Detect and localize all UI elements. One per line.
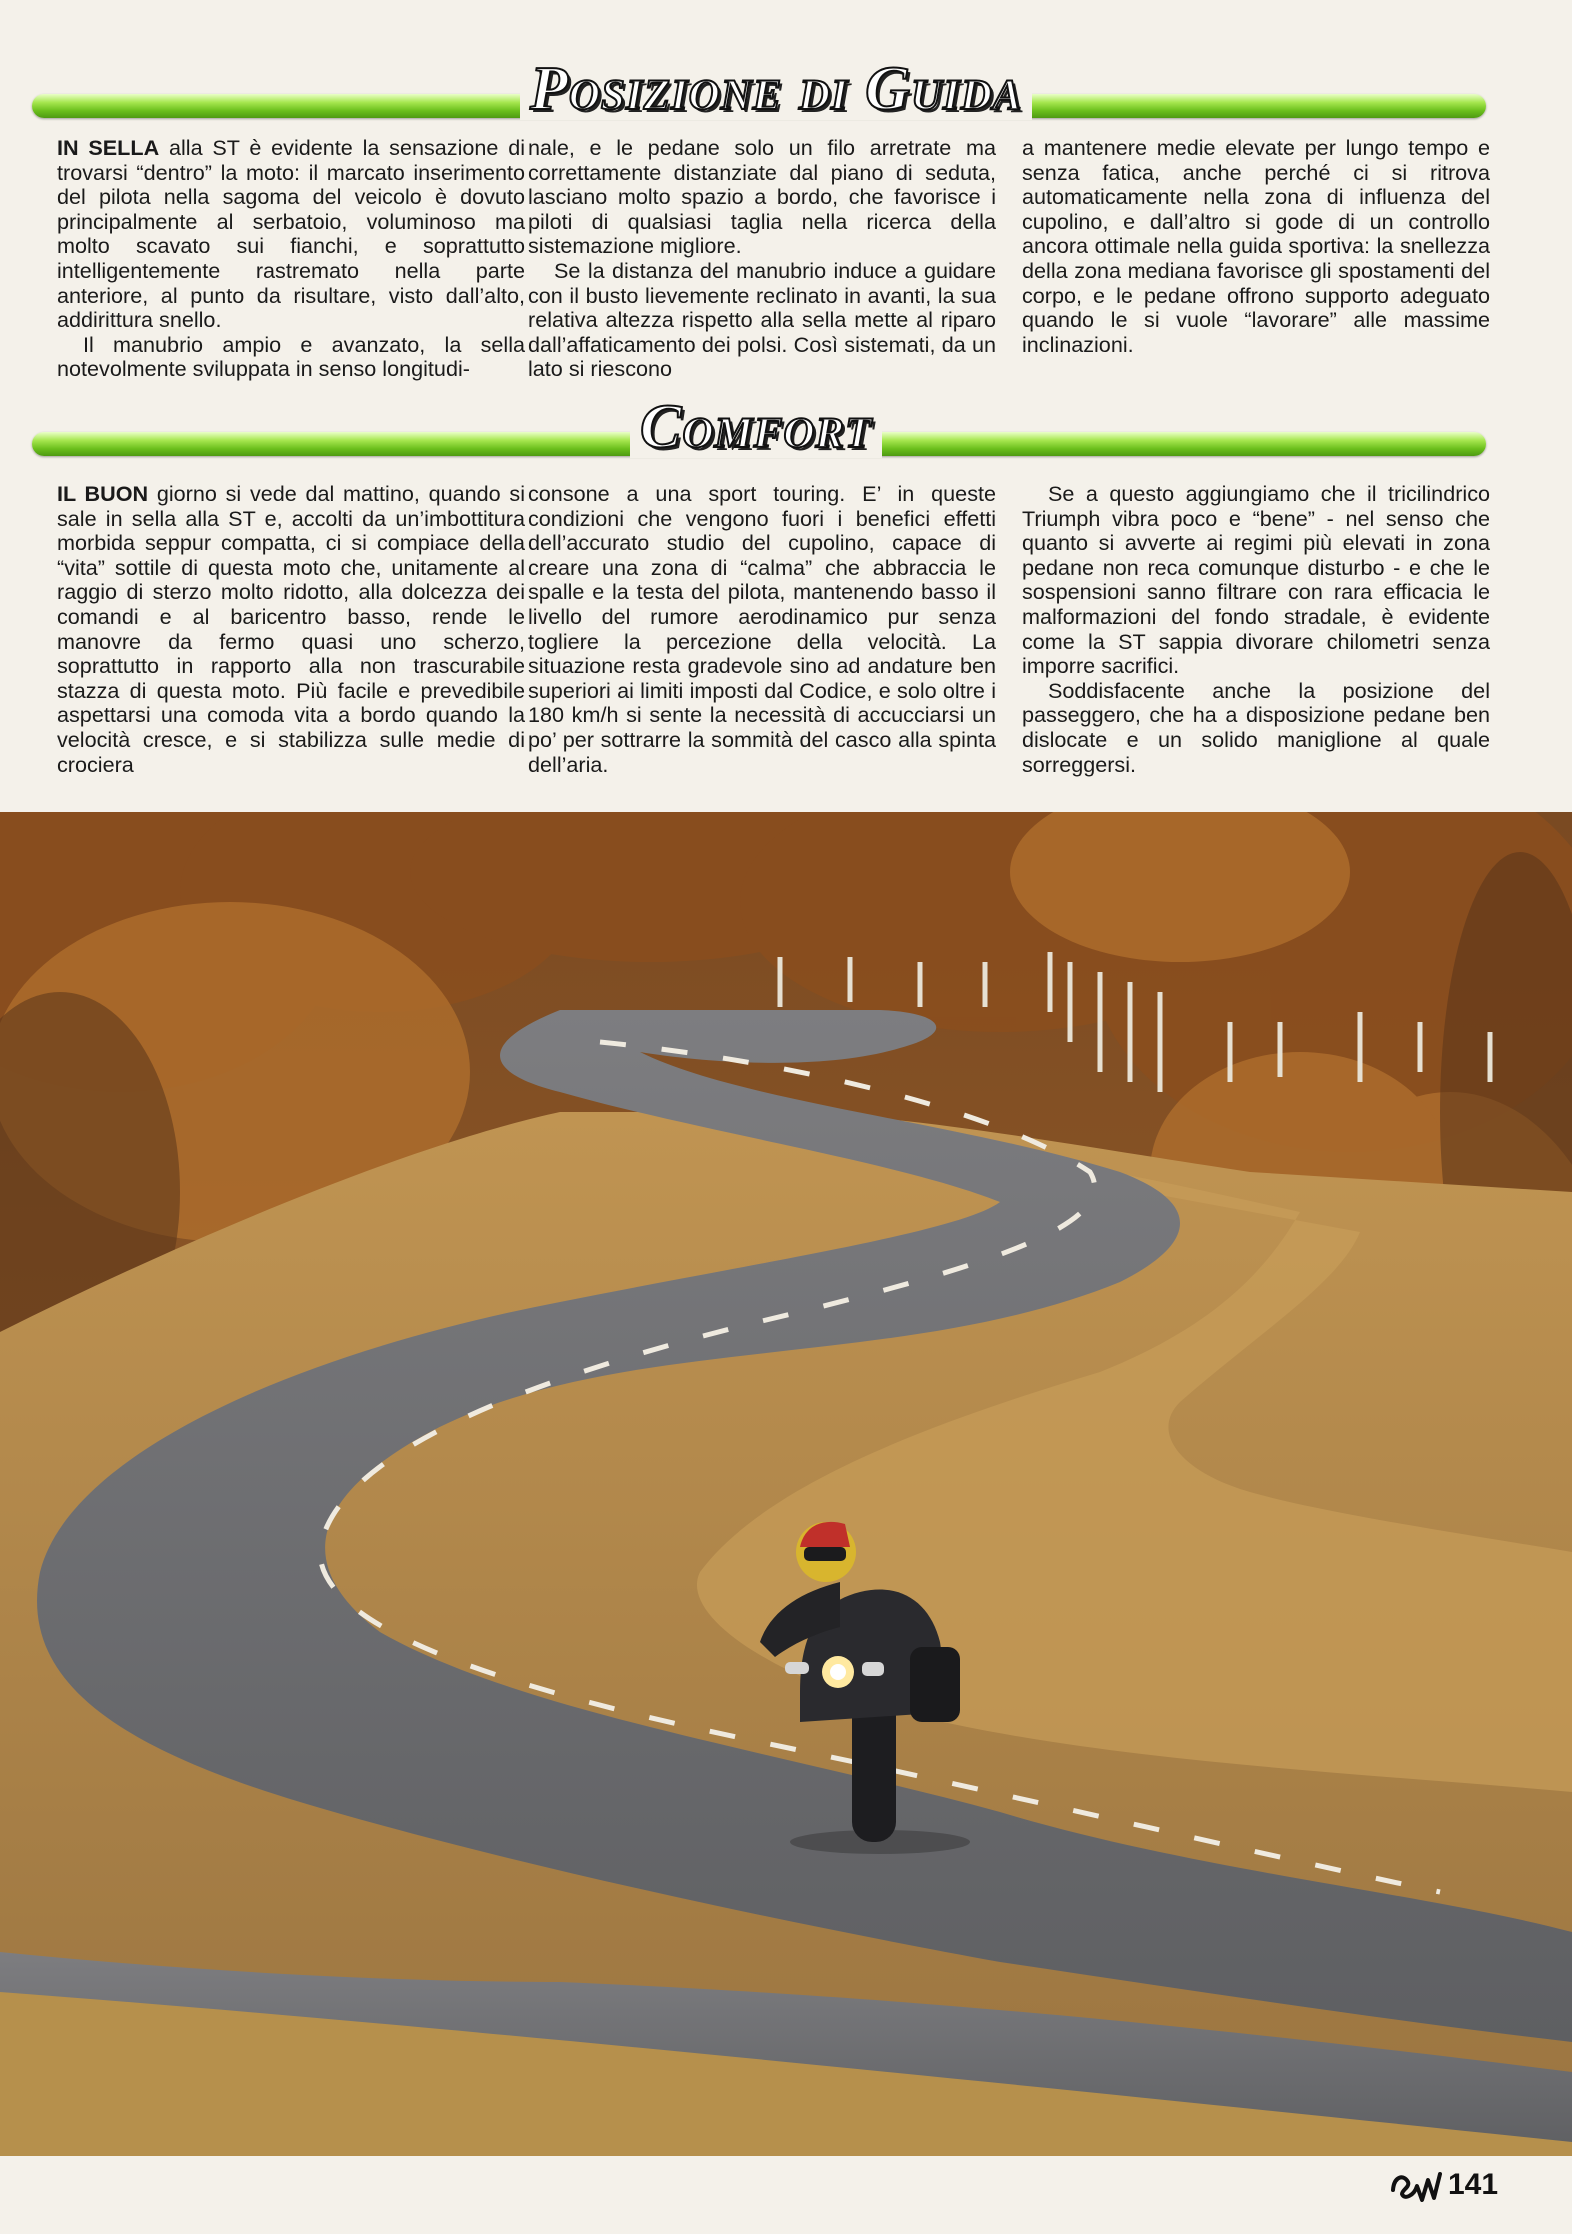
column-1 <box>57 482 525 777</box>
paragraph: a mantenere medie elevate per lungo tempo e senza fatica, anche perché ci si ritrova automaticamente nella zona di influenza del cupolino, e dall’altro si gode di un controllo ancora ottimale nella guida sportiva: la snellezza della zona mediana favorisce gli spostamenti del corpo, e le pedane offrono supporto adeguato quando le si vuole “lavorare” alle massime inclinazioni. <box>1022 135 1490 357</box>
paragraph: Se la distanza del manubrio induce a guidare con il busto lievemente reclinato in avanti, la sua relativa altezza rispetto alla sella mette al riparo dall’affaticamento dei polsi. Così sistemati, da un lato si riescono <box>528 257 996 382</box>
paragraph: nale, e le pedane solo un filo arretrate ma correttamente distanziate dal piano di seduta, lasciano molto spazio a bordo, che favorisce i piloti di qualsiasi taglia nella ricerca della sistemazione migliore. <box>528 135 996 259</box>
section-heading-comfort: Comfort <box>630 396 882 458</box>
paragraph: Il manubrio ampio e avanzato, la sella notevolmente sviluppata in senso longitudi- <box>57 331 525 382</box>
paragraph-text: giorno si vede dal mattino, quando si sale in sella alla ST e, accolti da un’imbottitura morbida seppur compatta, ci si compiace della “vita” sottile di questa moto che, unitamente al raggio di sterzo molto ridotto, alla dolcezza dei comandi e al baricentro basso, rende le manovre da fermo quasi uno scherzo, soprattutto in rapporto alla non trascurabile stazza di questa moto. Più facile e prevedibile aspettarsi una comoda vita a bordo quando la velocità cresce, e si stabilizza sulle medie di crociera <box>57 481 525 777</box>
paragraph <box>57 136 525 333</box>
paragraph-text: alla ST è evidente la sensazione di trovarsi “dentro” la moto: il marcato inserimento del pilota nella sagoma del veicolo è dovuto principalmente al serbatoio, voluminoso ma molto scavato sui fianchi, e soprattutto intelligentemente rastremato nella parte anteriore, al punto da risultare, visto dall’alto, addirittura snello. <box>57 135 526 333</box>
column-3 <box>1022 136 1490 357</box>
paragraph <box>57 482 525 777</box>
paragraph: Se a questo aggiungiamo che il tricilindrico Triumph vibra poco e “bene” - nel senso che quanto si avverte ai regimi più elevati in zona pedane non reca comunque disturbo - e che le sospensioni sanno filtrare con rara efficacia le malformazioni del fondo stradale, è evidente come la ST sappia divorare chilometri senza imporre sacrifici. <box>1022 481 1490 679</box>
column-2 <box>528 482 996 777</box>
motorcycle-road-photo <box>0 812 1572 2156</box>
magazine-logo <box>1390 2168 1442 2202</box>
column-3 <box>1022 482 1490 777</box>
page-footer <box>1390 2168 1498 2202</box>
page-number: 141 <box>1448 2168 1499 2201</box>
lead-in: IN SELLA <box>57 135 160 160</box>
paragraph: Soddisfacente anche la posizione del passeggero, che ha a disposizione pedane ben dislocate e un solido maniglione al quale sorreggersi. <box>1022 677 1490 777</box>
column-2 <box>528 136 996 382</box>
column-1 <box>57 136 525 382</box>
section-heading-posizione-di-guida: Posizione di Guida <box>520 58 1032 120</box>
lead-in: IL BUON <box>57 481 149 506</box>
paragraph: consone a una sport touring. E’ in queste condizioni che vengono fuori i benefici effetti dell’accurato studio del cupolino, capace di creare una zona di “calma” che abbraccia le spalle e la testa del pilota, mantenendo basso il livello del rumore aerodinamico pur senza togliere la percezione della velocità. La situazione resta gradevole sino ad andature ben superiori ai limiti imposti dal Codice, e solo oltre i 180 km/h si sente la necessità di accucciarsi un po’ per sottrarre la sommità del casco alla spinta dell’aria. <box>528 481 996 777</box>
